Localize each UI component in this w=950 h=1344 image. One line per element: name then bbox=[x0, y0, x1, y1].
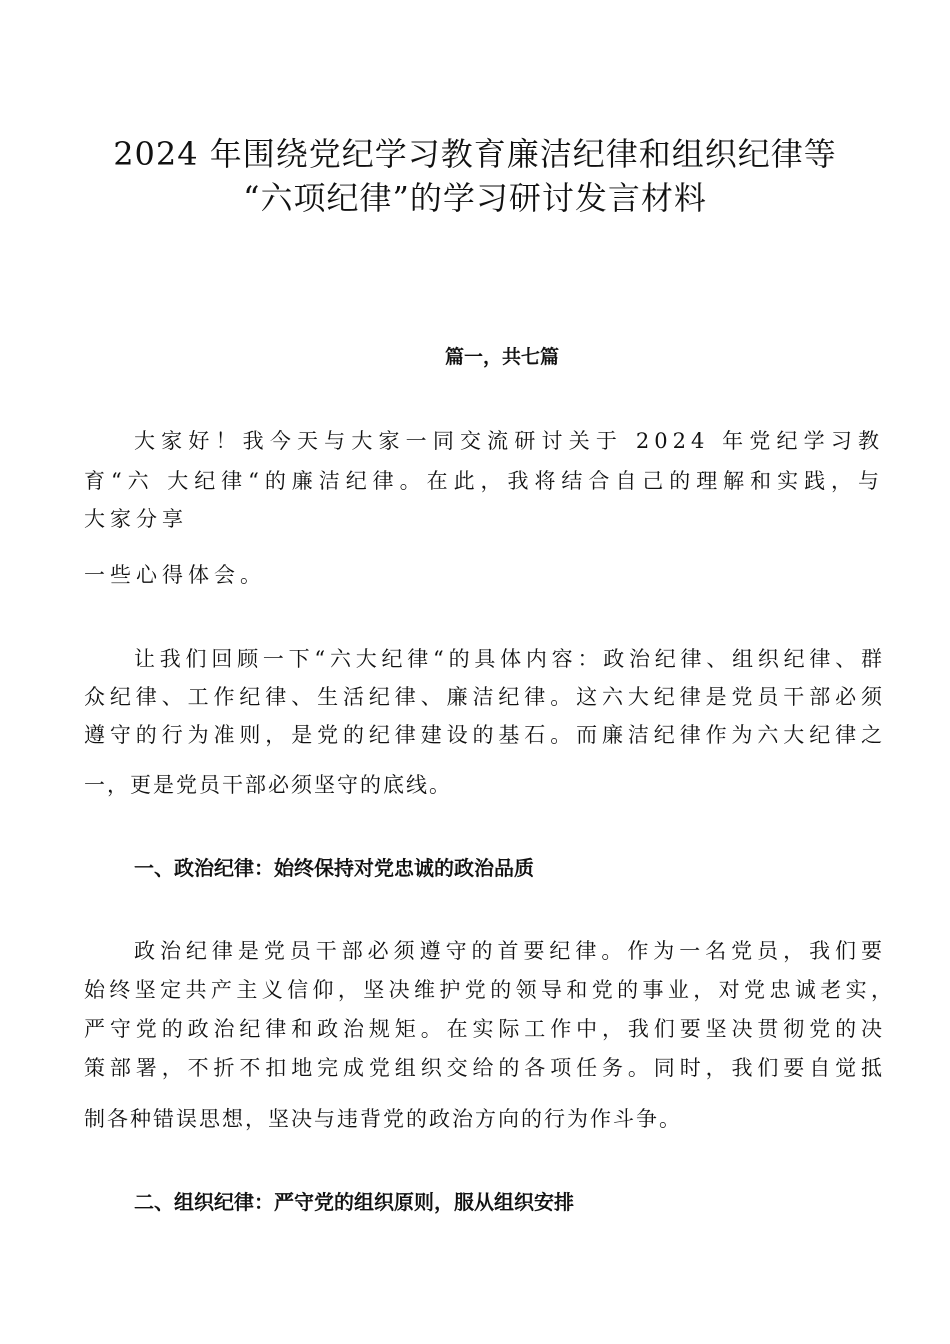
review-line-1: 让我们回顾一下“六大纪律“的具体内容：政治纪律、组织纪律、群 bbox=[134, 647, 884, 671]
section-2-heading: 二、组织纪律：严守党的组织原则，服从组织安排 bbox=[134, 1190, 574, 1214]
intro-line-2: 育“六 大纪律“的廉洁纪律。在此，我将结合自己的理解和实践，与 bbox=[84, 469, 884, 493]
intro-line-4: 一些心得体会。 bbox=[84, 563, 266, 587]
review-line-2: 众纪律、工作纪律、生活纪律、廉洁纪律。这六大纪律是党员干部必须 bbox=[84, 685, 884, 709]
section-1-line-4: 策部署，不折不扣地完成党组织交给的各项任务。同时，我们要自觉抵 bbox=[84, 1056, 884, 1080]
section-1-line-1: 政治纪律是党员干部必须遵守的首要纪律。作为一名党员，我们要 bbox=[134, 939, 884, 963]
document-title-line-2: “六项纪律”的学习研讨发言材料 bbox=[243, 179, 707, 217]
intro-line-3: 大家分享 bbox=[84, 507, 188, 531]
section-1-line-2: 始终坚定共产主义信仰，坚决维护党的领导和党的事业，对党忠诚老实， bbox=[84, 978, 892, 1002]
document-subtitle: 篇一，共七篇 bbox=[444, 346, 559, 368]
intro-line-1: 大家好！我今天与大家一同交流研讨关于 2024 年党纪学习教 bbox=[134, 429, 884, 453]
section-1-heading: 一、政治纪律：始终保持对党忠诚的政治品质 bbox=[134, 856, 534, 880]
document-title-line-1: 2024 年围绕党纪学习教育廉洁纪律和组织纪律等 bbox=[113, 135, 837, 173]
review-line-4: 一，更是党员干部必须坚守的底线。 bbox=[84, 773, 452, 797]
section-1-line-5: 制各种错误思想，坚决与违背党的政治方向的行为作斗争。 bbox=[84, 1107, 682, 1131]
section-1-line-3: 严守党的政治纪律和政治规矩。在实际工作中，我们要坚决贯彻党的决 bbox=[84, 1017, 884, 1041]
review-line-3: 遵守的行为准则，是党的纪律建设的基石。而廉洁纪律作为六大纪律之 bbox=[84, 723, 884, 747]
